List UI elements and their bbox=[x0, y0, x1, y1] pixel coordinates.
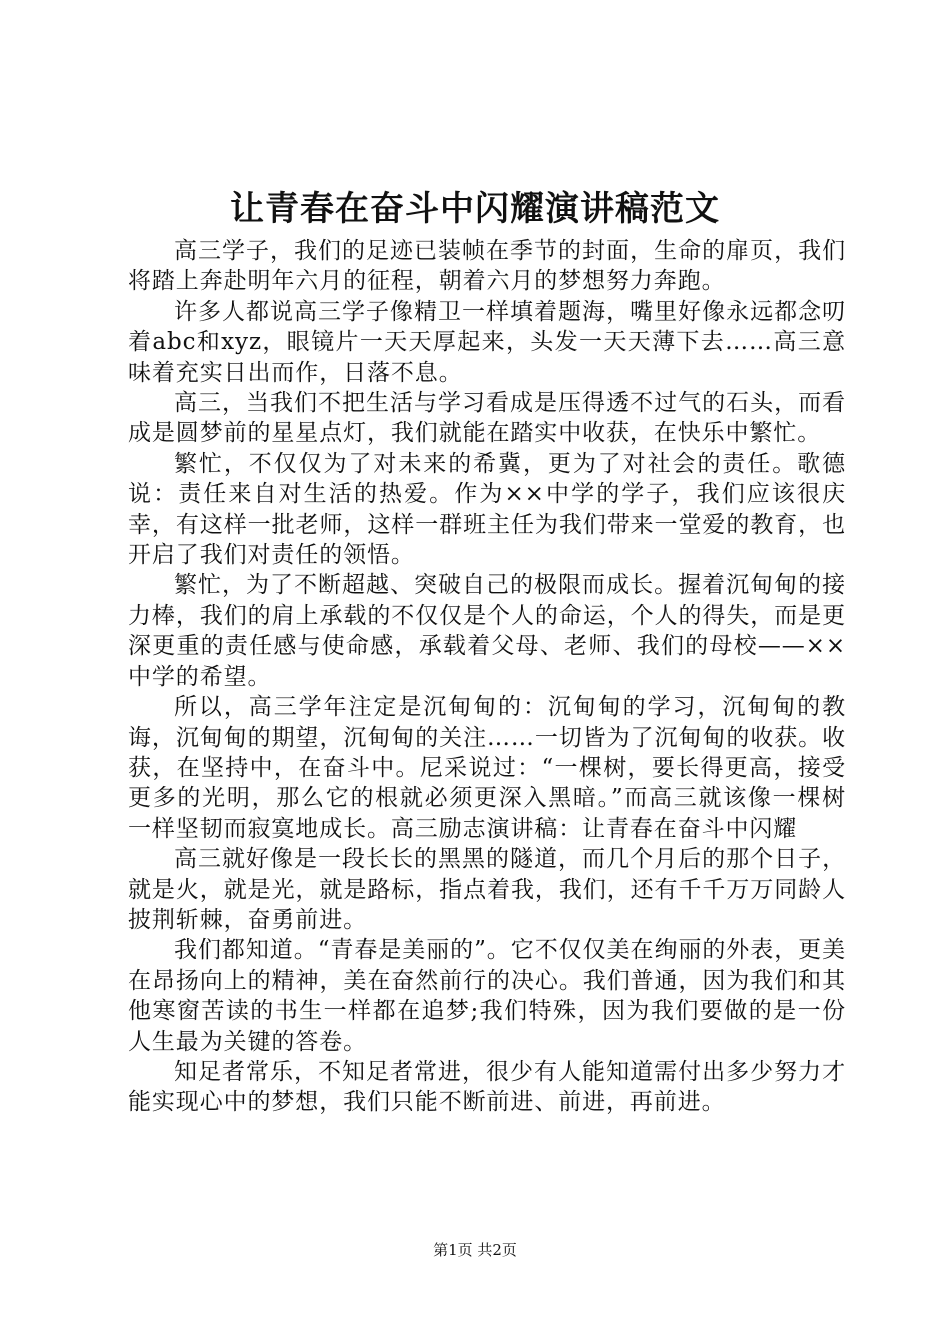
paragraph: 高三学子，我们的足迹已装帧在季节的封面，生命的扉页，我们将踏上奔赴明年六月的征程，朝着六月的梦想努力奔跑。 bbox=[128, 238, 846, 295]
paragraph: 繁忙，为了不断超越、突破自己的极限而成长。握着沉甸甸的接力棒，我们的肩上承载的不仅仅是个人的命运，个人的得失，而是更深更重的责任感与使命感，承载着父母、老师、我们的母校——××中学的希望。 bbox=[128, 572, 846, 690]
paragraph: 所以，高三学年注定是沉甸甸的：沉甸甸的学习，沉甸甸的教诲，沉甸甸的期望，沉甸甸的关注……一切皆为了沉甸甸的收获。收获，在坚持中，在奋斗中。尼采说过：“一棵树，要长得更高，接受更多的光明，那么它的根就必须更深入黑暗。”而高三就该像一棵树一样坚韧而寂寞地成长。高三励志演讲稿：让青春在奋斗中闪耀 bbox=[128, 694, 846, 842]
document-body bbox=[128, 236, 846, 1118]
paragraph: 繁忙，不仅仅为了对未来的希冀，更为了对社会的责任。歌德说：责任来自对生活的热爱。作为××中学的学子，我们应该很庆幸，有这样一批老师，这样一群班主任为我们带来一堂爱的教育，也开启了我们对责任的领悟。 bbox=[128, 450, 846, 569]
page-number-footer: 第1页 共2页 bbox=[433, 1241, 517, 1259]
paragraph: 高三就好像是一段长长的黑黑的隧道，而几个月后的那个日子，就是火，就是光，就是路标，指点着我，我们，还有千千万万同龄人披荆斩棘，奋勇前进。 bbox=[128, 846, 846, 933]
paragraph: 我们都知道。“青春是美丽的”。它不仅仅美在绚丽的外表，更美在昂扬向上的精神，美在奋然前行的决心。我们普通，因为我们和其他寒窗苦读的书生一样都在追梦;我们特殊，因为我们要做的是一份人生最为关键的答卷。 bbox=[128, 937, 846, 1055]
paragraph: 高三，当我们不把生活与学习看成是压得透不过气的石头，而看成是圆梦前的星星点灯，我们就能在踏实中收获，在快乐中繁忙。 bbox=[128, 390, 846, 447]
paragraph: 许多人都说高三学子像精卫一样填着题海，嘴里好像永远都念叨着abc和xyz，眼镜片一天天厚起来，头发一天天薄下去……高三意味着充实日出而作，日落不息。 bbox=[128, 298, 846, 386]
document-title: 让青春在奋斗中闪耀演讲稿范文 bbox=[230, 189, 720, 229]
paragraph: 知足者常乐，不知足者常进，很少有人能知道需付出多少努力才能实现心中的梦想，我们只能不断前进、前进，再前进。 bbox=[128, 1058, 846, 1116]
